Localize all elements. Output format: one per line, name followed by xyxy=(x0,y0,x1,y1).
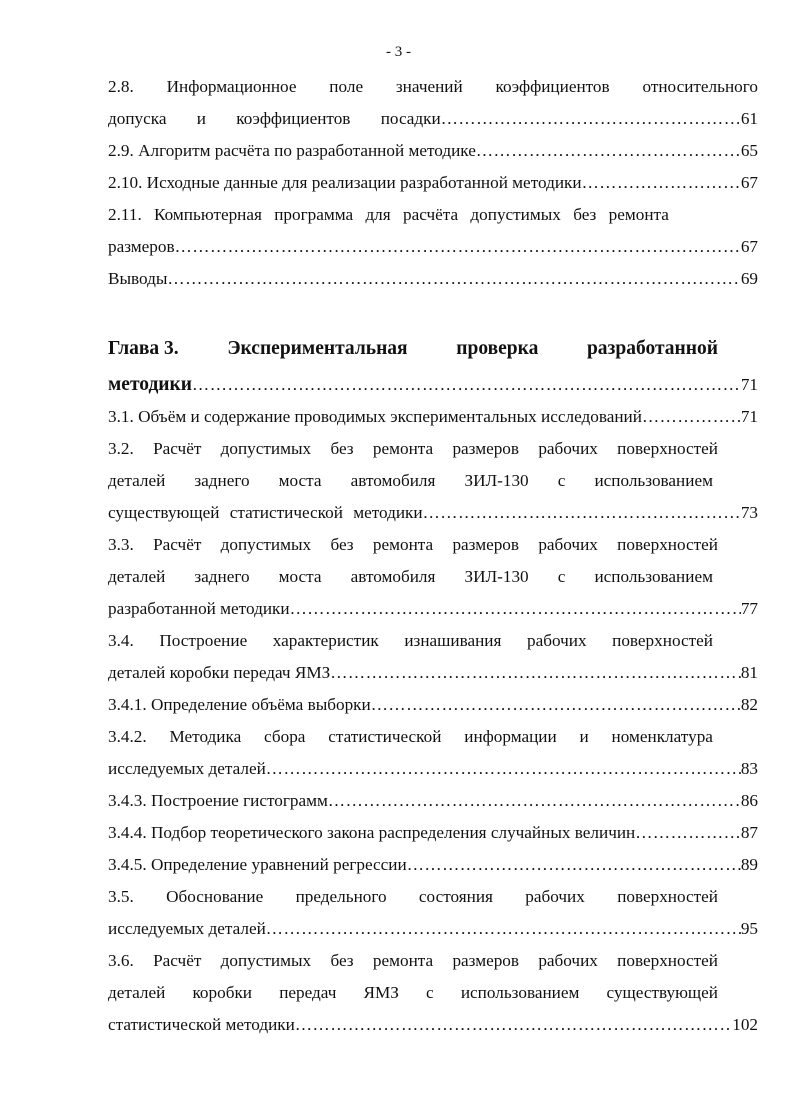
toc-line xyxy=(108,140,758,162)
toc-page-number: 67 xyxy=(740,173,758,192)
chapter-heading: Глава 3. Экспериментальная проверка разработанной xyxy=(108,338,718,359)
toc-word: Информационное xyxy=(166,77,297,96)
page-number: - 3 - xyxy=(386,44,411,60)
leader-dots xyxy=(167,268,740,290)
toc-line xyxy=(108,172,758,194)
leader-dots xyxy=(266,918,741,940)
toc-line xyxy=(108,758,758,780)
toc-line: деталей коробки передач ЯМЗ с использованием существующей xyxy=(108,983,718,1002)
toc-entry-title: допуска и коэффициентов посадки xyxy=(108,109,441,128)
toc-entry-title: размеров xyxy=(108,237,175,256)
toc-line: 2.11. Компьютерная программа для расчёта допустимых без ремонта xyxy=(108,205,669,224)
toc-entry-title: разработанной методики xyxy=(108,599,290,618)
toc-entry-title: методики xyxy=(108,374,193,395)
toc-page-number: 87 xyxy=(740,823,758,842)
toc-page-number: 95 xyxy=(740,919,758,938)
toc-line: 3.4.2. Методика сбора статистической информации и номенклатура xyxy=(108,727,713,746)
leader-dots xyxy=(441,108,741,130)
toc-entry-title: 3.1. Объём и содержание проводимых экспериментальных исследований xyxy=(108,407,642,426)
toc-page-number: 82 xyxy=(740,695,758,714)
leader-dots xyxy=(290,598,741,620)
toc-entry-title: Выводы xyxy=(108,269,168,288)
toc-line xyxy=(108,76,758,98)
toc-line xyxy=(108,598,758,620)
toc-entry-title: 3.4.5. Определение уравнений регрессии xyxy=(108,855,407,874)
leader-dots xyxy=(266,758,741,780)
toc-line: 3.2. Расчёт допустимых без ремонта размеров рабочих поверхностей xyxy=(108,439,718,458)
toc-page-number: 71 xyxy=(740,407,758,426)
toc-page-number: 67 xyxy=(740,237,758,256)
toc-entry-title: исследуемых деталей xyxy=(108,759,266,778)
toc-line: 3.5. Обоснование предельного состояния рабочих поверхностей xyxy=(108,887,718,906)
leader-dots xyxy=(476,140,741,162)
toc-word: относительного xyxy=(642,77,758,96)
toc-line xyxy=(108,854,758,876)
toc-page-number: 102 xyxy=(732,1015,758,1034)
toc-entry-title: 2.10. Исходные данные для реализации разработанной методики xyxy=(108,173,582,192)
leader-dots xyxy=(330,662,741,684)
toc-line xyxy=(108,694,758,716)
toc-line: 3.4. Построение характеристик изнашивания рабочих поверхностей xyxy=(108,631,713,650)
toc-entry-title: статистической методики xyxy=(108,1015,295,1034)
toc-line xyxy=(108,822,758,844)
leader-dots xyxy=(175,236,741,258)
leader-dots xyxy=(192,374,741,396)
toc-line xyxy=(108,406,758,428)
leader-dots xyxy=(295,1014,732,1036)
toc-entry-title: существующей статистической методики xyxy=(108,503,423,522)
leader-dots xyxy=(328,790,741,812)
toc-line xyxy=(108,662,758,684)
toc-line: деталей заднего моста автомобиля ЗИЛ-130 с использованием xyxy=(108,471,713,490)
toc-page-number: 89 xyxy=(740,855,758,874)
toc-line: 3.3. Расчёт допустимых без ремонта размеров рабочих поверхностей xyxy=(108,535,718,554)
toc-word: коэффициентов xyxy=(495,77,610,96)
toc-entry-title: 2.9. Алгоритм расчёта по разработанной методике xyxy=(108,141,476,160)
toc-line xyxy=(108,374,758,396)
leader-dots xyxy=(635,822,741,844)
toc-line xyxy=(108,236,758,258)
toc-line: 3.6. Расчёт допустимых без ремонта размеров рабочих поверхностей xyxy=(108,951,718,970)
leader-dots xyxy=(423,502,741,524)
toc-entry-title: деталей коробки передач ЯМЗ xyxy=(108,663,331,682)
toc-page-number: 86 xyxy=(740,791,758,810)
toc-line xyxy=(108,918,758,940)
toc-entry-title: 3.4.1. Определение объёма выборки xyxy=(108,695,371,714)
leader-dots xyxy=(582,172,741,194)
leader-dots xyxy=(642,406,741,428)
toc-word: 2.8. xyxy=(108,77,134,96)
toc-page-number: 71 xyxy=(740,375,758,394)
toc-word: значений xyxy=(395,77,463,96)
toc-page-number: 81 xyxy=(740,663,758,682)
toc-line xyxy=(108,790,758,812)
leader-dots xyxy=(371,694,741,716)
toc-entry-title: исследуемых деталей xyxy=(108,919,266,938)
toc-page-number: 73 xyxy=(740,503,758,522)
toc-page-number: 83 xyxy=(740,759,758,778)
toc-page-number: 61 xyxy=(740,109,758,128)
toc-page-number: 69 xyxy=(740,269,758,288)
toc-line xyxy=(108,268,758,290)
toc-entry-title: 3.4.3. Построение гистограмм xyxy=(108,791,328,810)
toc-page-number: 65 xyxy=(740,141,758,160)
toc-word: поле xyxy=(329,77,364,96)
toc-line xyxy=(108,108,758,130)
toc-line: деталей заднего моста автомобиля ЗИЛ-130 с использованием xyxy=(108,567,713,586)
leader-dots xyxy=(407,854,741,876)
toc-line xyxy=(108,1014,758,1036)
toc-line xyxy=(108,502,758,524)
toc-page-number: 77 xyxy=(740,599,758,618)
toc-entry-title: 3.4.4. Подбор теоретического закона распределения случайных величин xyxy=(108,823,636,842)
